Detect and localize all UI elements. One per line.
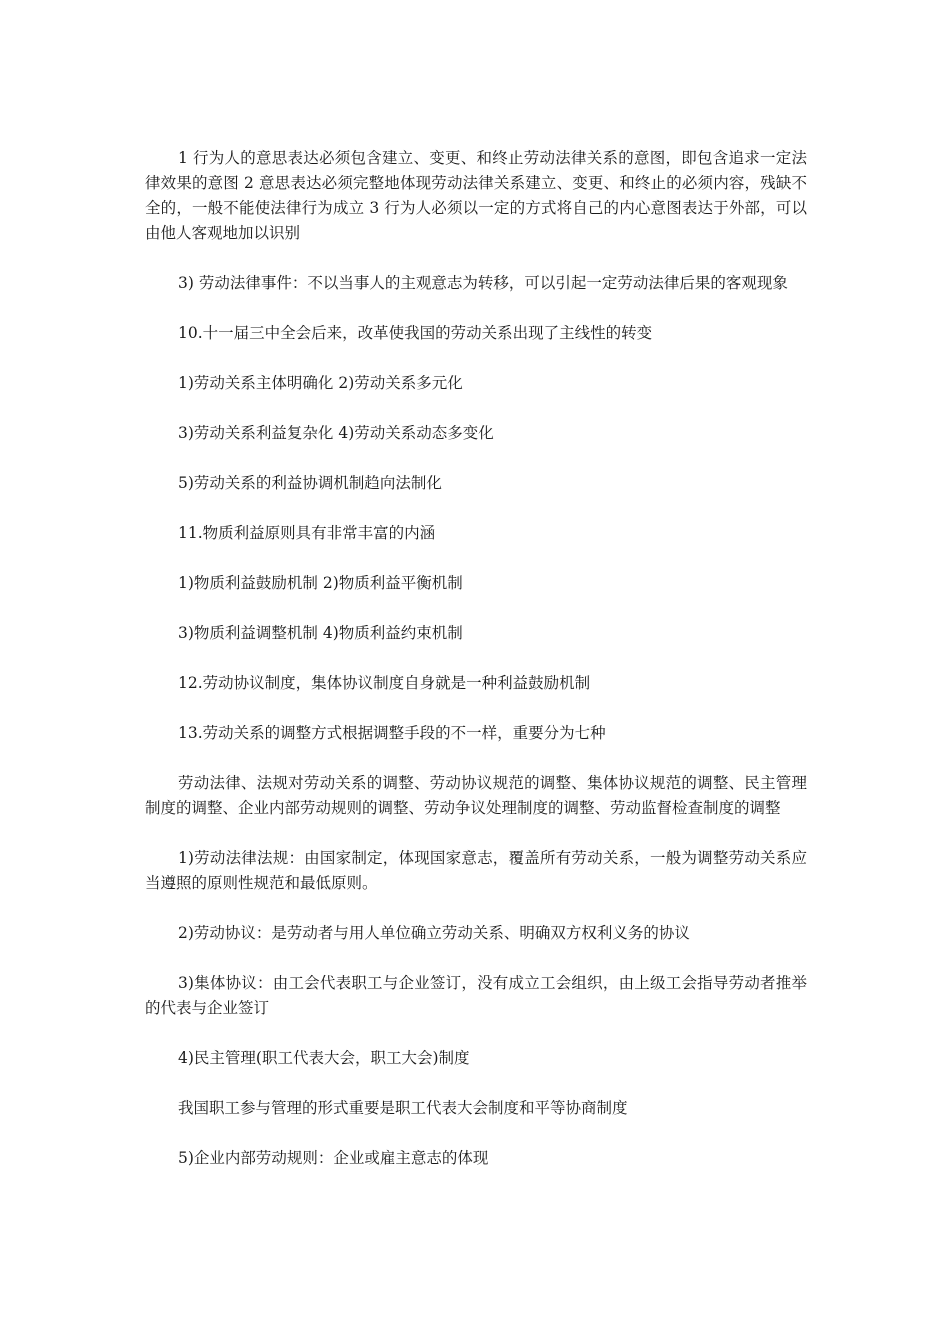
document-body (145, 146, 807, 1196)
paragraph-heading-11: 11.物质利益原则具有非常丰富的内涵 (178, 524, 436, 542)
paragraph-list-item: 3)物质利益调整机制 4)物质利益约束机制 (178, 624, 463, 642)
paragraph-participation-forms: 我国职工参与管理的形式重要是职工代表大会制度和平等协商制度 (178, 1099, 628, 1117)
paragraph-list-item: 1)劳动关系主体明确化 2)劳动关系多元化 (178, 374, 463, 392)
paragraph-list-item: 1)劳动法律法规：由国家制定，体现国家意志，覆盖所有劳动关系，一般为调整劳动关系应当遵照的原则性规范和最低原则。 (145, 849, 807, 892)
paragraph-list-item: 3)集体协议：由工会代表职工与企业签订，没有成立工会组织，由上级工会指导劳动者推举的代表与企业签订 (145, 974, 807, 1017)
paragraph-list-item: 3)劳动关系利益复杂化 4)劳动关系动态多变化 (178, 424, 494, 442)
paragraph-intent-requirements: 1 行为人的意思表达必须包含建立、变更、和终止劳动法律关系的意图，即包含追求一定法律效果的意图 2 意思表达必须完整地体现劳动法律关系建立、变更、和终止的必须内容，残缺不全的，一般不能使法律行为成立 3 行为人必须以一定的方式将自己的内心意图表达于外部，可以由他人客观地加以识别 (145, 149, 807, 242)
paragraph-labor-legal-event: 3) 劳动法律事件：不以当事人的主观意志为转移，可以引起一定劳动法律后果的客观现象 (178, 274, 788, 292)
paragraph-list-item: 5)劳动关系的利益协调机制趋向法制化 (178, 474, 442, 492)
paragraph-list-item: 5)企业内部劳动规则：企业或雇主意志的体现 (178, 1149, 489, 1167)
paragraph-adjustment-methods: 劳动法律、法规对劳动关系的调整、劳动协议规范的调整、集体协议规范的调整、民主管理制度的调整、企业内部劳动规则的调整、劳动争议处理制度的调整、劳动监督检查制度的调整 (145, 774, 807, 817)
paragraph-heading-12: 12.劳动协议制度，集体协议制度自身就是一种利益鼓励机制 (178, 674, 591, 692)
paragraph-heading-13: 13.劳动关系的调整方式根据调整手段的不一样，重要分为七种 (178, 724, 606, 742)
paragraph-list-item: 4)民主管理(职工代表大会，职工大会)制度 (178, 1049, 470, 1067)
paragraph-list-item: 1)物质利益鼓励机制 2)物质利益平衡机制 (178, 574, 463, 592)
paragraph-list-item: 2)劳动协议：是劳动者与用人单位确立劳动关系、明确双方权利义务的协议 (178, 924, 690, 942)
paragraph-heading-10: 10.十一届三中全会后来，改革使我国的劳动关系出现了主线性的转变 (178, 324, 653, 342)
